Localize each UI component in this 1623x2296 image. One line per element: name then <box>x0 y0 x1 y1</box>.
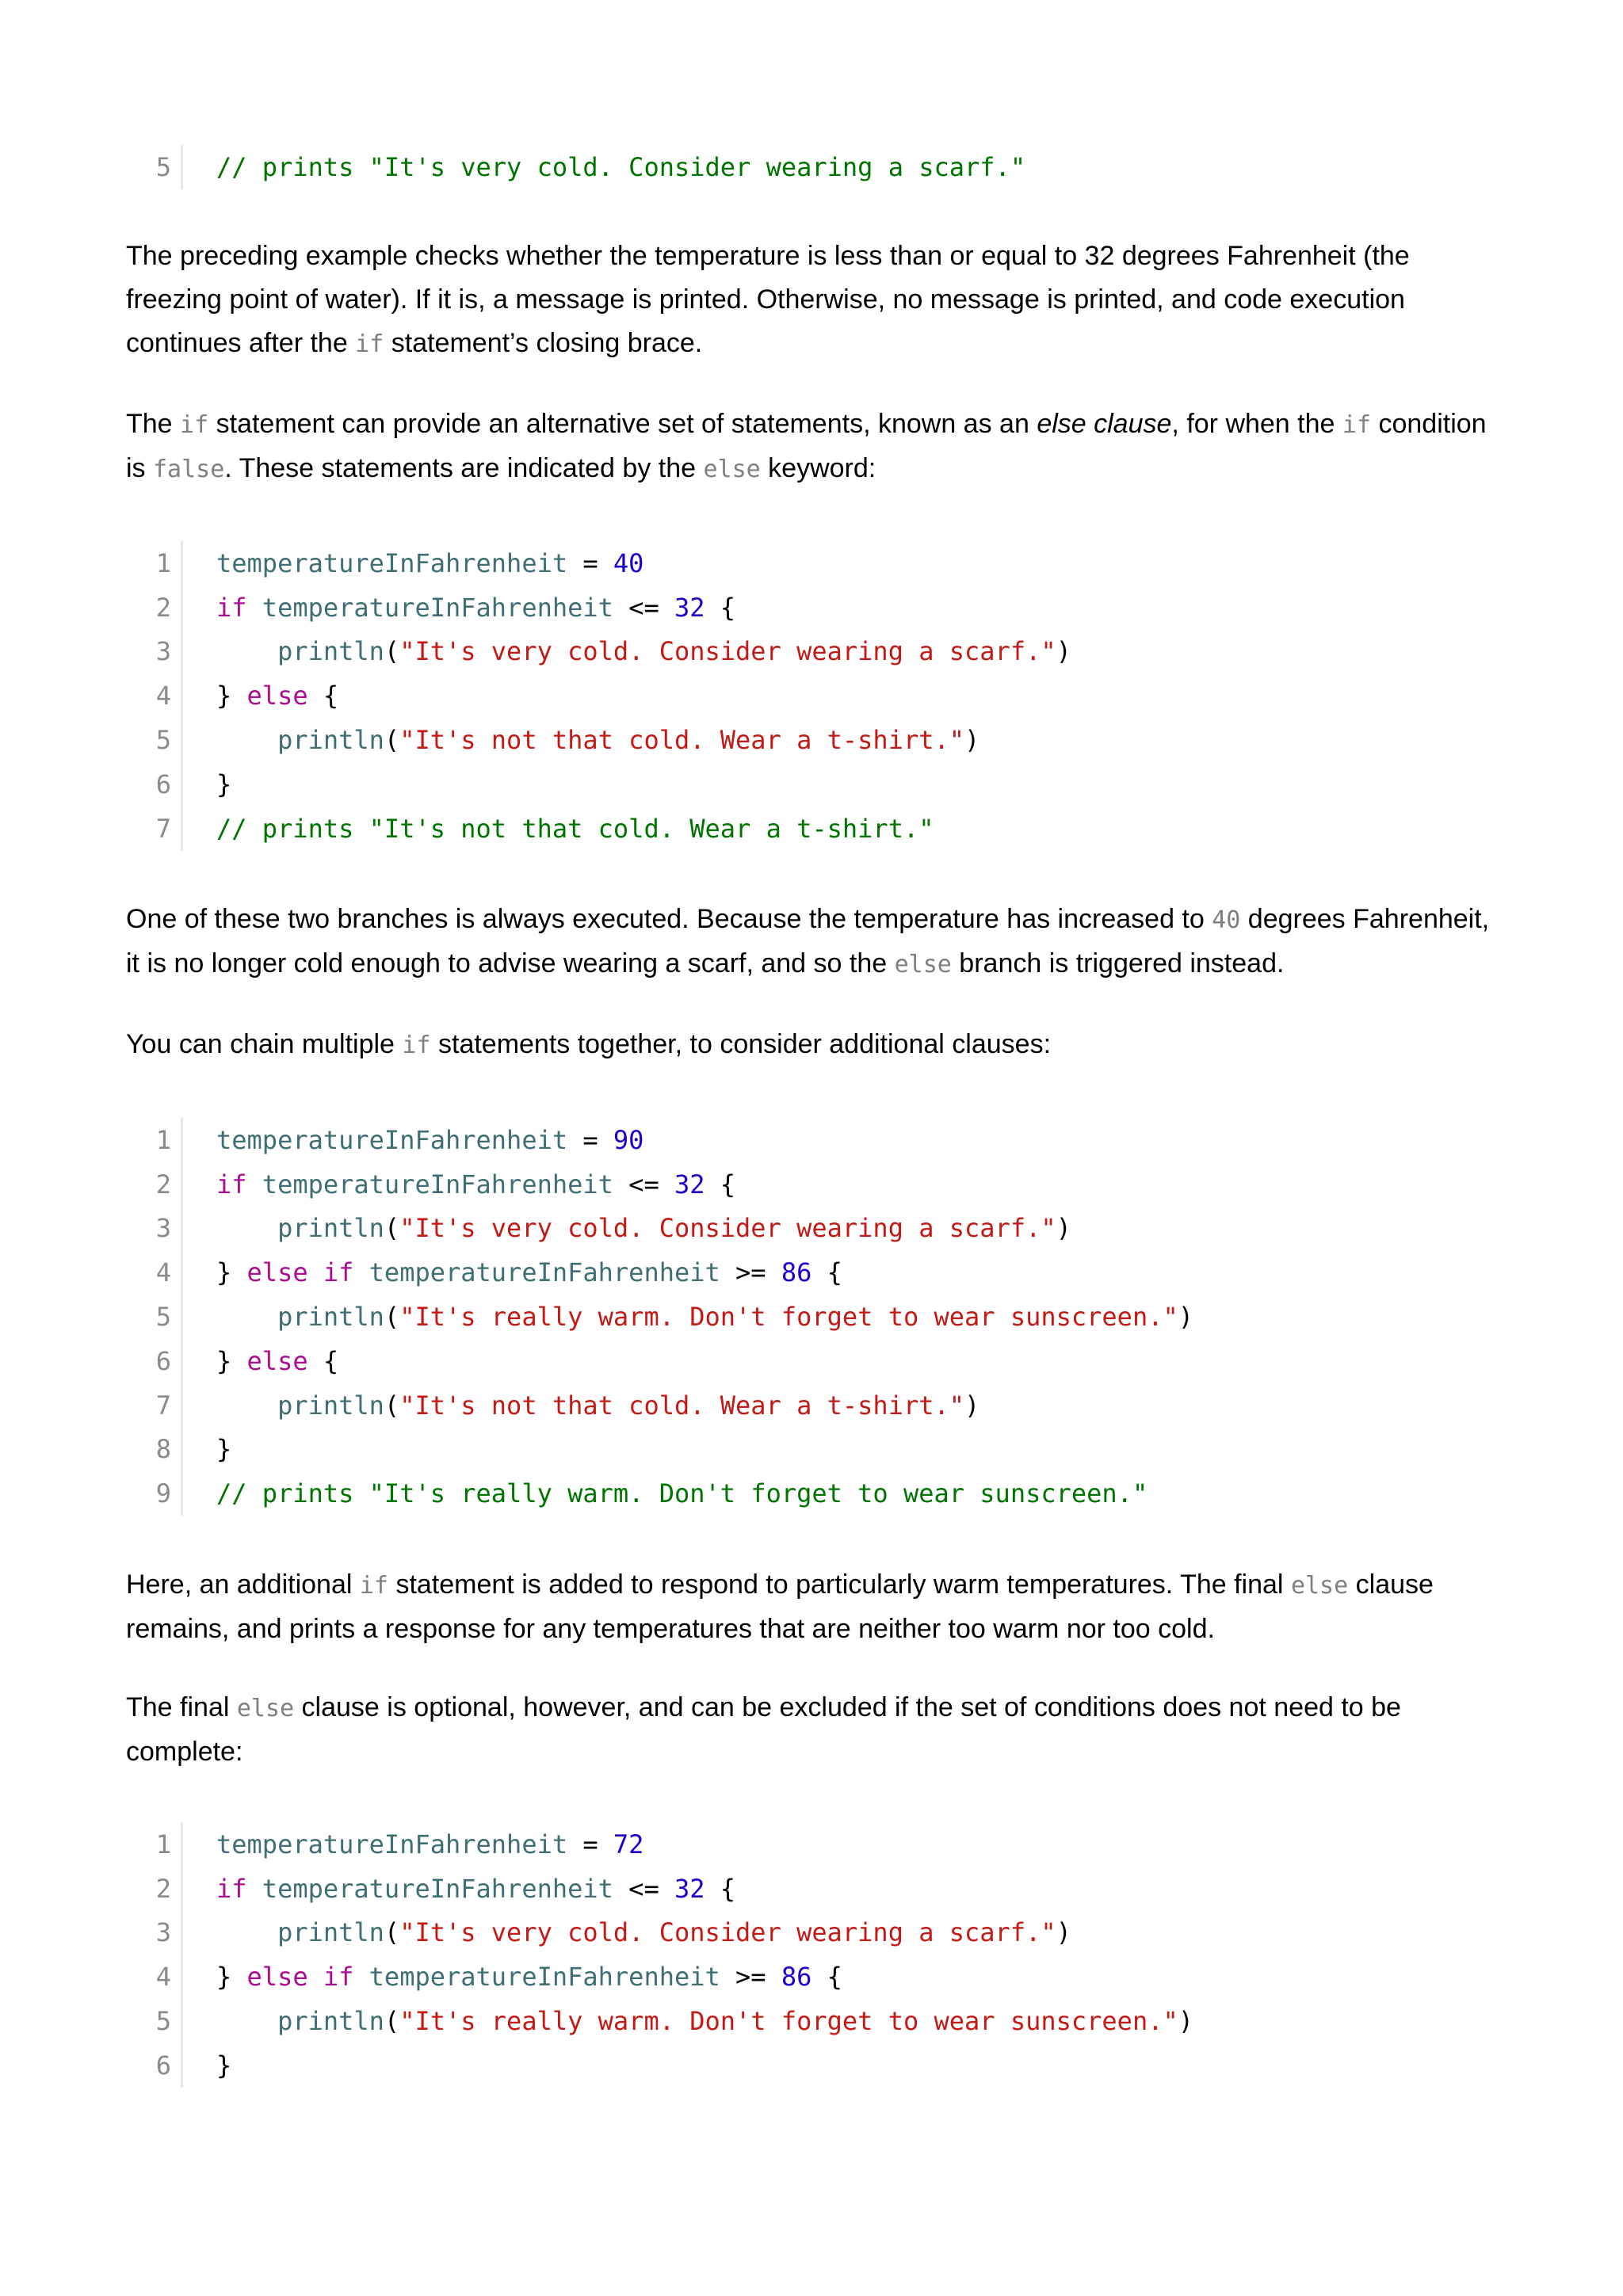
code-token: ( <box>384 1302 400 1333</box>
line-number: 2 <box>143 1162 183 1207</box>
code-token: else if <box>246 1962 354 1993</box>
code-source <box>183 1125 643 1155</box>
code-token: temperatureInFahrenheit <box>216 1124 568 1155</box>
code-token: { <box>705 592 736 623</box>
code-token: 72 <box>613 1829 644 1859</box>
text-span: statement can provide an alternative set of statements, known as an <box>208 409 1037 439</box>
code-source <box>183 1213 1071 1243</box>
line-number: 4 <box>143 1955 183 1999</box>
line-number: 3 <box>143 1207 183 1251</box>
text-span: The preceding example checks whether the temperature is less than or equal to 32 degrees Fahrenheit (the freezing point of water). If it is, a message is printed. Otherwise, no message is printed, and code execution continues after the <box>126 241 1410 358</box>
code-token: { <box>705 1873 736 1904</box>
code-source <box>183 548 643 578</box>
code-token <box>216 1302 277 1332</box>
code-token <box>216 1390 277 1421</box>
code-token: ( <box>384 1917 400 1948</box>
code-token: 40 <box>613 547 644 578</box>
paragraph-additional-if <box>126 1563 1505 1651</box>
inline-code-else: else <box>236 1695 295 1722</box>
code-source <box>183 1434 231 1464</box>
code-line <box>143 807 1071 851</box>
code-token <box>247 1169 262 1199</box>
code-token: "It's very cold. Consider wearing a scarf." <box>399 1213 1056 1244</box>
code-token <box>247 593 262 623</box>
code-token: 32 <box>674 1169 705 1199</box>
code-line <box>143 1471 1193 1516</box>
code-line <box>143 1250 1193 1295</box>
code-token <box>216 636 277 666</box>
inline-code-if: if <box>402 1032 431 1059</box>
code-token <box>353 1257 369 1287</box>
line-number: 5 <box>143 1295 183 1339</box>
code-token: } <box>216 681 247 711</box>
code-line <box>143 1955 1193 1999</box>
paragraph-optional-else <box>126 1686 1505 1774</box>
code-source <box>183 814 934 844</box>
line-number: 8 <box>143 1428 183 1472</box>
code-source <box>183 1346 338 1376</box>
code-token <box>216 2006 277 2036</box>
text-span: You can chain multiple <box>126 1029 403 1059</box>
code-source <box>183 1874 735 1904</box>
line-number: 3 <box>143 630 183 674</box>
code-token: ) <box>1056 1917 1071 1948</box>
code-line <box>143 1118 1193 1162</box>
code-token: "It's very cold. Consider wearing a scarf." <box>399 636 1056 667</box>
text-span: clause is optional, however, and can be excluded if the set of conditions does not need to be complete: <box>126 1692 1401 1767</box>
paragraph-chain-intro <box>126 1023 1505 1067</box>
code-block-fragment <box>143 145 1025 189</box>
code-token: <= <box>613 592 674 623</box>
code-token: } <box>216 1345 247 1376</box>
code-token: } <box>216 1257 247 1288</box>
code-token: >= <box>720 1257 781 1288</box>
inline-code-if: if <box>359 1572 388 1600</box>
line-number: 3 <box>143 1911 183 1955</box>
line-number: 6 <box>143 762 183 807</box>
line-number: 5 <box>143 1999 183 2043</box>
code-source <box>183 681 338 711</box>
code-line <box>143 1911 1193 1955</box>
inline-code-if: if <box>180 411 209 439</box>
text-span: statements together, to consider additional clauses: <box>430 1029 1052 1059</box>
code-line <box>143 1822 1193 1867</box>
code-token: { <box>705 1169 736 1199</box>
code-block-if-else <box>143 541 1071 851</box>
text-span: The final <box>126 1692 237 1722</box>
text-span: , for when the <box>1171 409 1342 439</box>
code-source <box>183 1829 643 1859</box>
code-token: temperatureInFahrenheit <box>216 1829 568 1859</box>
code-token: if <box>216 1169 247 1199</box>
code-token: println <box>277 636 384 667</box>
code-token: // prints "It's not that cold. Wear a t-shirt." <box>216 813 934 844</box>
code-token: 86 <box>781 1257 812 1288</box>
code-token <box>216 1917 277 1947</box>
code-line <box>143 145 1025 189</box>
code-token: // prints "It's very cold. Consider wearing a scarf." <box>216 151 1026 182</box>
code-token: ) <box>1178 1302 1193 1333</box>
code-source <box>183 769 231 799</box>
code-source <box>183 1302 1193 1332</box>
line-number: 5 <box>143 145 183 189</box>
code-token: 32 <box>674 1873 705 1904</box>
code-line <box>143 718 1071 762</box>
inline-code-else: else <box>1290 1572 1349 1600</box>
code-line <box>143 1867 1193 1911</box>
line-number: 2 <box>143 1867 183 1911</box>
code-line <box>143 541 1071 585</box>
code-token: "It's not that cold. Wear a t-shirt." <box>399 725 965 756</box>
code-block-else-if-chain <box>143 1118 1193 1516</box>
code-token: <= <box>613 1169 674 1199</box>
code-source <box>183 1257 842 1287</box>
text-span: . These statements are indicated by the <box>224 453 704 483</box>
code-token: ( <box>384 636 400 667</box>
code-line <box>143 1428 1193 1472</box>
text-span: branch is triggered instead. <box>951 948 1285 978</box>
paragraph-branches-explanation <box>126 898 1505 986</box>
paragraph-condition-explanation <box>126 235 1505 366</box>
code-token: // prints "It's really warm. Don't forget to wear sunscreen." <box>216 1478 1148 1509</box>
code-token: ) <box>1056 1213 1071 1244</box>
code-line <box>143 1295 1193 1339</box>
code-token: ) <box>1178 2006 1193 2037</box>
code-source <box>183 725 980 755</box>
code-token <box>353 1962 369 1992</box>
code-source <box>183 636 1071 666</box>
line-number: 2 <box>143 585 183 630</box>
code-line <box>143 585 1071 630</box>
code-token: } <box>216 1434 232 1465</box>
code-token: } <box>216 1962 247 1993</box>
code-token: "It's very cold. Consider wearing a scarf." <box>399 1917 1056 1948</box>
line-number: 9 <box>143 1471 183 1516</box>
code-token: temperatureInFahrenheit <box>262 1873 613 1904</box>
text-span: One of these two branches is always executed. Because the temperature has increased to <box>126 904 1212 934</box>
code-source <box>183 1390 980 1421</box>
code-source <box>183 593 735 623</box>
code-token: ( <box>384 2006 400 2037</box>
code-token: println <box>277 2006 384 2037</box>
code-line <box>143 2043 1193 2088</box>
inline-code-else: else <box>703 456 761 483</box>
text-span: keyword: <box>760 453 876 483</box>
inline-code-if: if <box>355 330 384 358</box>
text-span: The <box>126 409 181 439</box>
line-number: 5 <box>143 718 183 762</box>
code-source <box>183 1917 1071 1947</box>
code-token: ) <box>964 1390 980 1421</box>
code-line <box>143 1383 1193 1428</box>
text-span: degrees Fahrenheit, it is no longer cold enough to advise wearing a scarf, and so the <box>126 904 1490 978</box>
code-line <box>143 630 1071 674</box>
code-token: >= <box>720 1962 781 1993</box>
line-number: 1 <box>143 541 183 585</box>
code-token: } <box>216 2050 232 2081</box>
code-token: 86 <box>781 1962 812 1993</box>
code-token: println <box>277 1302 384 1333</box>
code-token: else <box>246 681 308 711</box>
code-source <box>183 152 1025 182</box>
code-token: = <box>567 1124 613 1155</box>
code-token: if <box>216 592 247 623</box>
code-token: { <box>812 1257 842 1288</box>
code-token <box>247 1874 262 1904</box>
code-token: { <box>812 1962 842 1993</box>
code-source <box>183 1169 735 1199</box>
paragraph-else-clause-intro <box>126 402 1505 491</box>
text-span: clause remains, and prints a response for any temperatures that are neither too warm nor too cold. <box>126 1569 1434 1644</box>
code-token: = <box>567 547 613 578</box>
text-span: Here, an additional <box>126 1569 360 1600</box>
code-line <box>143 1339 1193 1383</box>
code-token: temperatureInFahrenheit <box>262 592 613 623</box>
emphasis-else-clause: else clause <box>1037 409 1172 439</box>
line-number: 6 <box>143 2043 183 2088</box>
code-token: = <box>567 1829 613 1859</box>
inline-code-40: 40 <box>1212 906 1241 934</box>
code-token: "It's really warm. Don't forget to wear sunscreen." <box>399 1302 1178 1333</box>
code-token: temperatureInFahrenheit <box>369 1257 720 1288</box>
code-token: { <box>307 1345 339 1376</box>
code-token: { <box>307 681 339 711</box>
code-token: ( <box>384 1390 400 1421</box>
code-token: 90 <box>613 1124 644 1155</box>
line-number: 6 <box>143 1339 183 1383</box>
line-number: 7 <box>143 1383 183 1428</box>
code-token: println <box>277 725 384 756</box>
code-line <box>143 1999 1193 2043</box>
code-token: println <box>277 1917 384 1948</box>
code-source <box>183 2050 231 2081</box>
code-token: ( <box>384 725 400 756</box>
code-token: 32 <box>674 592 705 623</box>
code-token: temperatureInFahrenheit <box>369 1962 720 1993</box>
text-span: statement’s closing brace. <box>384 328 703 358</box>
code-token <box>216 1213 277 1243</box>
code-line <box>143 762 1071 807</box>
code-line <box>143 1162 1193 1207</box>
code-line <box>143 673 1071 718</box>
code-source <box>183 1962 842 1992</box>
code-token: println <box>277 1213 384 1244</box>
code-source <box>183 1478 1148 1508</box>
line-number: 1 <box>143 1118 183 1162</box>
line-number: 1 <box>143 1822 183 1867</box>
code-token: temperatureInFahrenheit <box>262 1169 613 1199</box>
code-line <box>143 1207 1193 1251</box>
code-token: else <box>246 1345 308 1376</box>
code-token: if <box>216 1873 247 1904</box>
code-token: temperatureInFahrenheit <box>216 547 568 578</box>
text-span: statement is added to respond to particularly warm temperatures. The final <box>388 1569 1291 1600</box>
code-token: ) <box>964 725 980 756</box>
code-block-optional-else <box>143 1822 1193 2088</box>
code-token: } <box>216 769 232 799</box>
line-number: 4 <box>143 673 183 718</box>
inline-code-if: if <box>1342 411 1372 439</box>
code-token: <= <box>613 1873 674 1904</box>
code-token: "It's not that cold. Wear a t-shirt." <box>399 1390 965 1421</box>
code-source <box>183 2006 1193 2036</box>
code-token: ) <box>1056 636 1071 667</box>
inline-code-false: false <box>153 456 225 483</box>
code-token: ( <box>384 1213 400 1244</box>
inline-code-else: else <box>894 951 952 978</box>
code-token: println <box>277 1390 384 1421</box>
line-number: 4 <box>143 1250 183 1295</box>
text-span: condition is <box>126 409 1487 483</box>
line-number: 7 <box>143 807 183 851</box>
code-token <box>216 725 277 755</box>
code-token: "It's really warm. Don't forget to wear sunscreen." <box>399 2006 1178 2037</box>
code-token: else if <box>246 1257 354 1288</box>
